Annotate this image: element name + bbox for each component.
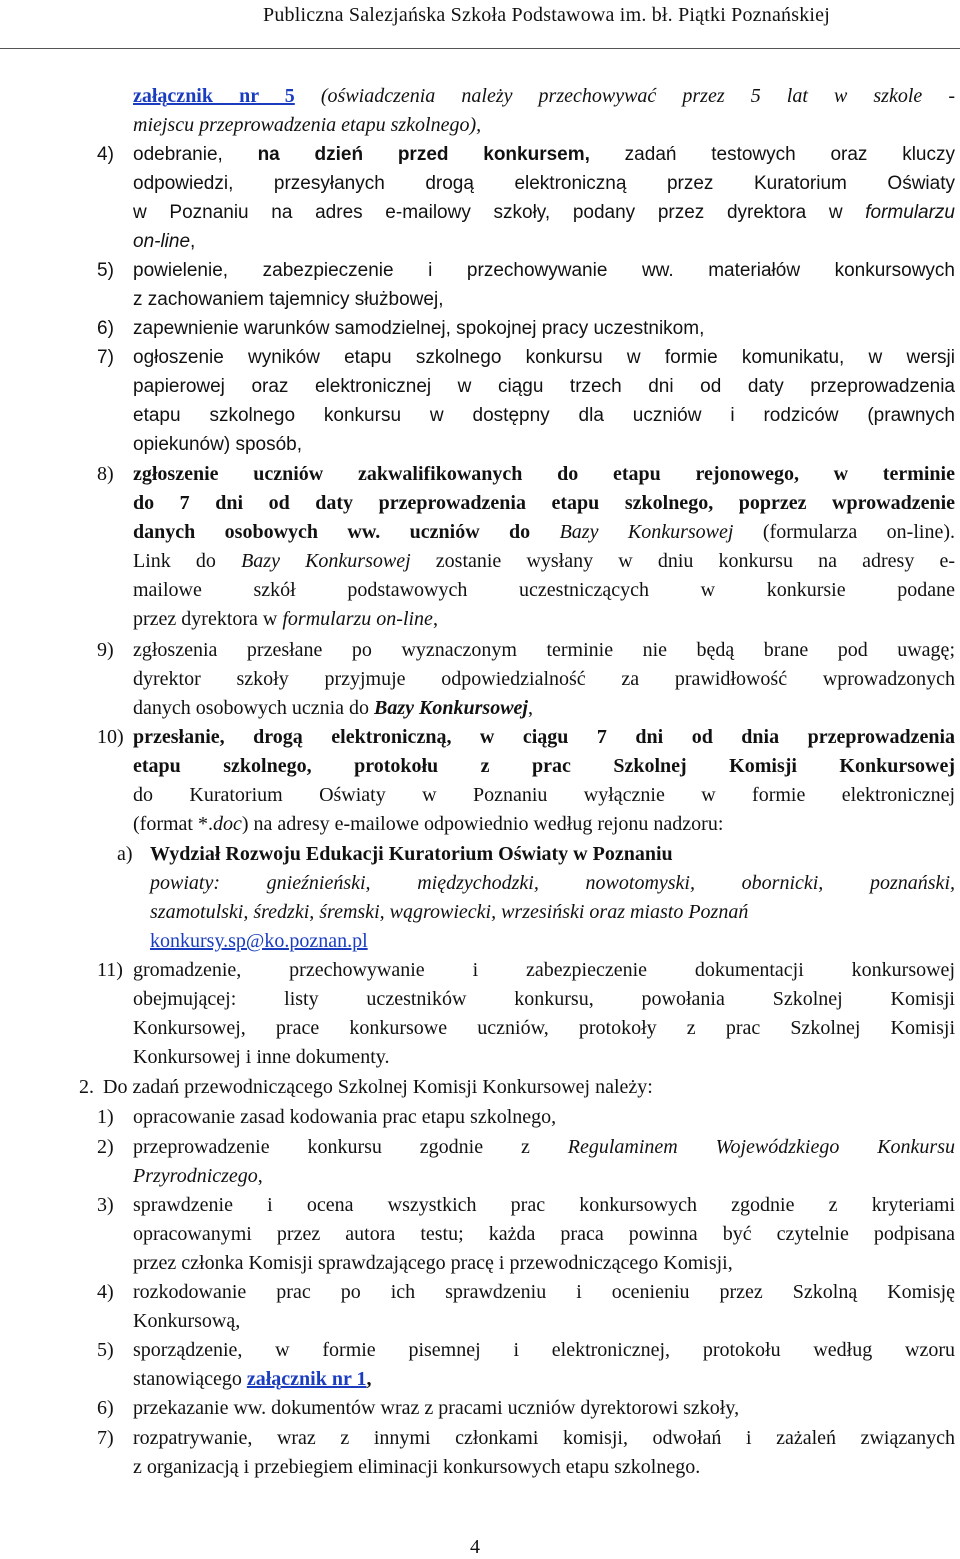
item-10-number: 10) (97, 726, 124, 748)
item-4-number: 4) (97, 144, 114, 165)
item-11-line-4: Konkursowej i inne dokumenty. (133, 1046, 390, 1068)
item-7-number: 7) (97, 347, 114, 368)
item-10a-line-2: powiaty: gnieźnieński, międzychodzki, nowotomyski, obornicki, poznański, (150, 872, 955, 894)
item-4-line-2: odpowiedzi, przesyłanych drogą elektroniczną przez Kuratorium Oświaty (133, 173, 955, 194)
page-header (0, 0, 960, 52)
s2-item-3-line-1: sprawdzenie i ocena wszystkich prac konkursowych zgodnie z kryteriami (133, 1194, 955, 1216)
intro-line-2: miejscu przeprowadzenia etapu szkolnego), (133, 114, 482, 136)
item-10-line-1: przesłanie, drogą elektroniczną, w ciągu 7 dni od dnia przeprowadzenia (133, 726, 955, 748)
intro-line-1: załącznik nr 5 (oświadczenia należy przechowywać przez 5 lat w szkole - (133, 85, 955, 107)
header-divider (0, 48, 960, 49)
item-8-line-1: zgłoszenie uczniów zakwalifikowanych do etapu rejonowego, w terminie (133, 463, 955, 485)
s2-item-7-line-1: rozpatrywanie, wraz z innymi członkami komisji, odwołań i zażaleń związanych (133, 1427, 955, 1449)
section-2-number: 2. (79, 1076, 94, 1098)
s2-item-1-line-1: opracowanie zasad kodowania prac etapu szkolnego, (133, 1106, 557, 1128)
item-5-line-1: powielenie, zabezpieczenie i przechowywanie ww. materiałów konkursowych (133, 260, 955, 281)
item-10-line-2: etapu szkolnego, protokołu z prac Szkolnej Komisji Konkursowej (133, 755, 955, 777)
item-10a-email-line (150, 927, 368, 956)
item-9-number: 9) (97, 639, 114, 661)
s2-item-2-line-1: przeprowadzenie konkursu zgodnie z Regulaminem Wojewódzkiego Konkursu (133, 1136, 955, 1158)
item-11-line-2: obejmującej: listy uczestników konkursu, powołania Szkolnej Komisji (133, 988, 955, 1010)
item-10a-letter: a) (117, 843, 133, 865)
s2-item-5-line-1: sporządzenie, w formie pisemnej i elektronicznej, protokołu według wzoru (133, 1339, 955, 1361)
item-8-line-6: przez dyrektora w formularzu on-line, (133, 608, 438, 630)
attachment-5-link[interactable]: załącznik nr 5 (133, 85, 295, 107)
s2-item-3-line-3: przez członka Komisji sprawdzającego pracę i przewodniczącego Komisji, (133, 1252, 733, 1274)
item-9-line-3: danych osobowych ucznia do Bazy Konkursowej, (133, 697, 533, 719)
item-11-number: 11) (97, 959, 123, 981)
item-9-line-2: dyrektor szkoły przyjmuje odpowiedzialność za prawidłowość wprowadzonych (133, 668, 955, 690)
item-11-line-1: gromadzenie, przechowywanie i zabezpieczenie dokumentacji konkursowej (133, 959, 955, 981)
s2-item-7-line-2: z organizacją i przebiegiem eliminacji konkursowych etapu szkolnego. (133, 1456, 701, 1478)
page-number: 4 (470, 1536, 480, 1558)
item-4-line-3: w Poznaniu na adres e-mailowy szkoły, podany przez dyrektora w formularzu (133, 202, 955, 223)
item-8-line-5: mailowe szkół podstawowych uczestniczących w konkursie podane (133, 579, 955, 601)
item-7-line-3: etapu szkolnego konkursu w dostępny dla uczniów i rodziców (prawnych (133, 405, 955, 426)
item-5-number: 5) (97, 260, 114, 281)
item-8-number: 8) (97, 463, 114, 485)
attachment-1-link[interactable]: załącznik nr 1 (246, 1368, 367, 1390)
item-8-line-3: danych osobowych ww. uczniów do Bazy Konkursowej (formularza on-line). (133, 521, 955, 543)
s2-item-4-line-1: rozkodowanie prac po ich sprawdzeniu i ocenieniu przez Szkolną Komisję (133, 1281, 955, 1303)
item-6-number: 6) (97, 318, 114, 339)
item-11-line-3: Konkursowej, prace konkursowe uczniów, protokoły z prac Szkolnej Komisji (133, 1017, 955, 1039)
s2-item-7-number: 7) (97, 1427, 114, 1449)
s2-item-3-line-2: opracowanymi przez autora testu; każda praca powinna być czytelnie podpisana (133, 1223, 955, 1245)
item-4-line-4: on-line, (133, 231, 196, 252)
item-9-line-1: zgłoszenia przesłane po wyznaczonym terminie nie będą brane pod uwagę; (133, 639, 955, 661)
s2-item-4-line-2: Konkursową, (133, 1310, 241, 1332)
item-7-line-1: ogłoszenie wyników etapu szkolnego konkursu w formie komunikatu, w wersji (133, 347, 955, 368)
item-7-line-2: papierowej oraz elektronicznej w ciągu trzech dni od daty przeprowadzenia (133, 376, 955, 397)
s2-item-3-number: 3) (97, 1194, 114, 1216)
item-8-line-4: Link do Bazy Konkursowej zostanie wysłany w dniu konkursu na adresy e- (133, 550, 955, 572)
s2-item-5-number: 5) (97, 1339, 114, 1361)
item-8-line-2: do 7 dni od daty przeprowadzenia etapu szkolnego, poprzez wprowadzenie (133, 492, 955, 514)
s2-item-6-line-1: przekazanie ww. dokumentów wraz z pracami uczniów dyrektorowi szkoły, (133, 1397, 740, 1419)
item-10-line-3: do Kuratorium Oświaty w Poznaniu wyłącznie w formie elektronicznej (133, 784, 955, 806)
item-10a-title: Wydział Rozwoju Edukacji Kuratorium Oświaty w Poznaniu (150, 843, 673, 865)
item-10a-line-3: szamotulski, średzki, śremski, wągrowiecki, wrzesiński oraz miasto Poznań (150, 901, 749, 923)
item-7-line-4: opiekunów) sposób, (133, 434, 302, 455)
email-link[interactable]: konkursy.sp@ko.poznan.pl (150, 930, 368, 952)
item-10-line-4: (format *.doc) na adresy e-mailowe odpowiednio według rejonu nadzoru: (133, 813, 724, 835)
section-2-title: Do zadań przewodniczącego Szkolnej Komisji Konkursowej należy: (103, 1076, 653, 1098)
s2-item-2-number: 2) (97, 1136, 114, 1158)
item-4-line-1: odebranie, na dzień przed konkursem, zadań testowych oraz kluczy (133, 144, 955, 165)
s2-item-5-line-2: stanowiącego załącznik nr 1, (133, 1368, 372, 1390)
item-5-line-2: z zachowaniem tajemnicy służbowej, (133, 289, 444, 310)
s2-item-2-line-2: Przyrodniczego, (133, 1165, 263, 1187)
s2-item-1-number: 1) (97, 1106, 114, 1128)
school-name: Publiczna Salezjańska Szkoła Podstawowa im. bł. Piątki Poznańskiej (263, 4, 830, 26)
s2-item-4-number: 4) (97, 1281, 114, 1303)
s2-item-6-number: 6) (97, 1397, 114, 1419)
item-6-line-1: zapewnienie warunków samodzielnej, spokojnej pracy uczestnikom, (133, 318, 705, 339)
